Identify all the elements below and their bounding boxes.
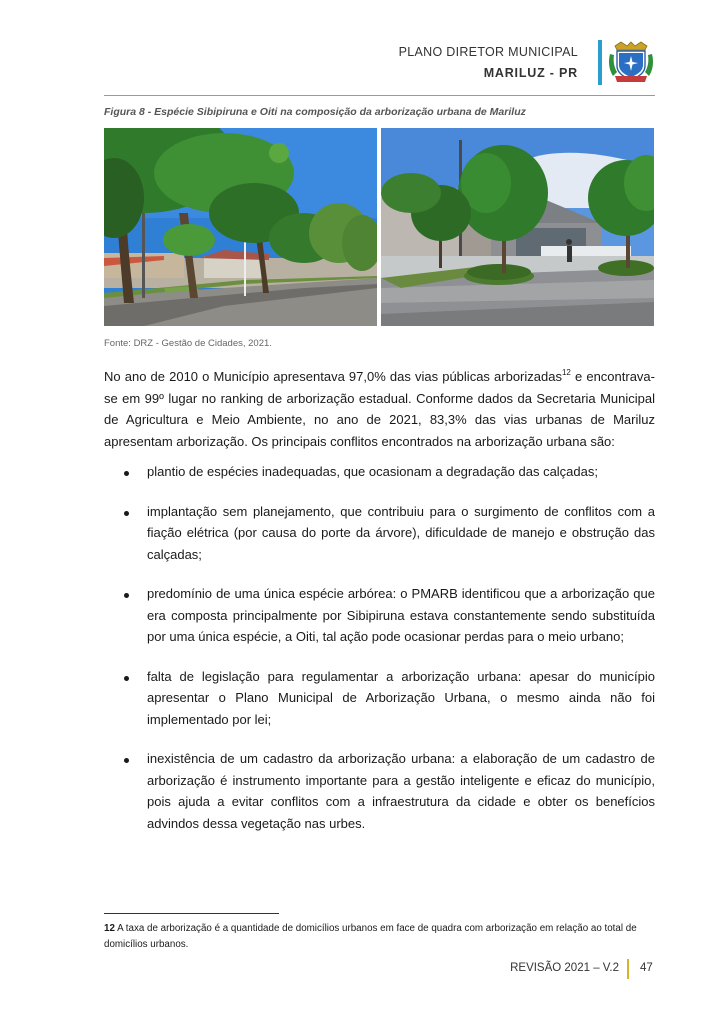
paragraph-text-part1: No ano de 2010 o Município apresentava 97,0% das vias públicas arborizadas — [104, 369, 562, 384]
paragraph-text-part2: e encontrava-se em 99º lugar no ranking de arborização estadual. Conforme dados da Secretaria Municipal de Agricultura e Meio Ambiente, no ano de 2021, 83,3% das vias urbanas de Mariluz apresentam arborização. Os principais conflitos encontrados na arborização urbana são: — [104, 369, 655, 449]
list-item — [104, 501, 655, 566]
footnote-number: 12 — [104, 923, 115, 934]
footnote-reference[interactable]: 12 — [561, 368, 571, 377]
footnote — [104, 921, 655, 952]
footer-accent-bar — [627, 959, 629, 979]
photo-sibipiruna-street — [104, 128, 377, 326]
photo-oiti-square — [381, 128, 654, 326]
coat-of-arms-icon — [607, 40, 655, 84]
header-divider — [104, 95, 655, 96]
list-item — [104, 461, 655, 483]
bullet-icon — [124, 676, 129, 681]
list-item-text: falta de legislação para regulamentar a arborização urbana: apesar do município apresentar o Plano Municipal de Arborização Urbana, o mesmo ainda não foi implementado por lei; — [147, 668, 655, 727]
header-accent-bar — [598, 40, 602, 85]
list-item — [104, 666, 655, 731]
list-item-text: plantio de espécies inadequadas, que ocasionam a degradação das calçadas; — [147, 464, 598, 479]
list-item — [104, 748, 655, 834]
list-item-text: implantação sem planejamento, que contribuiu para o surgimento de conflitos com a fiação elétrica (por causa do porte da árvore), dificuldade de manejo e obstrução das calçadas; — [147, 503, 655, 562]
footnote-text: A taxa de arborização é a quantidade de domicílios urbanos em face de quadra com arborização em relação ao total de domicílios urbanos. — [104, 923, 637, 950]
bullet-icon — [124, 511, 129, 516]
body-paragraph — [104, 366, 655, 452]
conflicts-list — [104, 461, 655, 852]
bullet-icon — [124, 471, 129, 476]
figure-caption: Figura 8 - Espécie Sibipiruna e Oiti na composição da arborização urbana de Mariluz — [104, 106, 526, 118]
bullet-icon — [124, 758, 129, 763]
header-title: PLANO DIRETOR MUNICIPAL — [398, 45, 578, 59]
header-subtitle: MARILUZ - PR — [483, 66, 578, 80]
list-item-text: inexistência de um cadastro da arborização urbana: a elaboração de um cadastro de arborização é instrumento importante para a gestão inteligente e eficaz do município, pois ajuda a evitar conflitos com a infraestrutura da cidade e obter os benefícios advindos dessa vegetação nas urbes. — [147, 751, 655, 831]
list-item-text: predomínio de uma única espécie arbórea: o PMARB identificou que a arborização que era composta principalmente por Sibipiruna estava constantemente sendo substituída por uma única espécie, a Oiti, tal ação pode ocasionar perdas para o meio urbano; — [147, 586, 655, 644]
footnote-divider — [104, 913, 279, 914]
figure-source: Fonte: DRZ - Gestão de Cidades, 2021. — [104, 338, 272, 349]
bullet-icon — [124, 593, 129, 598]
footer-revision: REVISÃO 2021 – V.2 — [510, 962, 619, 974]
page-number: 47 — [640, 962, 653, 974]
list-item — [104, 583, 655, 648]
